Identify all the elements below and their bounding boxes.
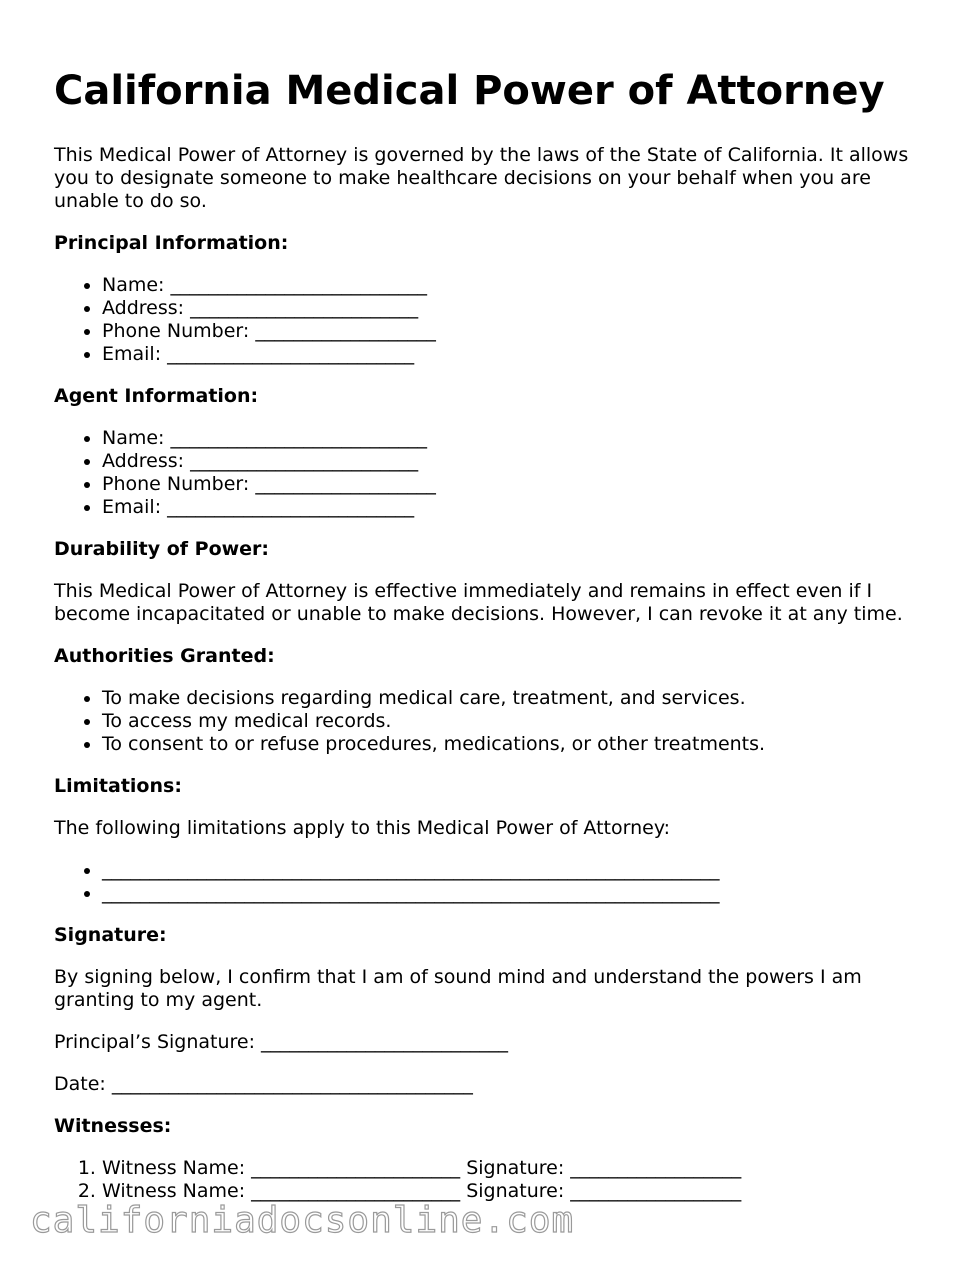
limitation-blank-line: • _________________________________________________________________ (102, 859, 934, 882)
principal-phone-field: • Phone Number: ___________________ (102, 320, 934, 343)
page-title: California Medical Power of Attorney (54, 68, 885, 114)
limitations-list (54, 859, 934, 905)
authority-item: • To make decisions regarding medical care, treatment, and services. (102, 687, 934, 710)
signature-paragraph: By signing below, I confirm that I am of sound mind and understand the powers I am granting to my agent. (54, 966, 862, 1011)
durability-paragraph: This Medical Power of Attorney is effective immediately and remains in effect even if I become incapacitated or unable to make decisions. However, I can revoke it at any time. (54, 580, 903, 625)
witness-line: 2. Witness Name: ______________________ Signature: __________________ (102, 1180, 934, 1203)
agent-email-field: • Email: __________________________ (102, 496, 934, 519)
agent-heading: Agent Information: (54, 385, 259, 407)
agent-fields (54, 427, 934, 519)
authorities-list (54, 687, 934, 756)
date-line: Date: ______________________________________ (54, 1073, 473, 1095)
authority-item: • To access my medical records. (102, 710, 934, 733)
authority-item: • To consent to or refuse procedures, medications, or other treatments. (102, 733, 934, 756)
witnesses-heading: Witnesses: (54, 1115, 172, 1137)
document-page (54, 62, 934, 1222)
witness-line: 1. Witness Name: ______________________ Signature: __________________ (102, 1157, 934, 1180)
agent-address-field: • Address: ________________________ (102, 450, 934, 473)
limitations-paragraph: The following limitations apply to this Medical Power of Attorney: (54, 817, 671, 839)
limitations-heading: Limitations: (54, 775, 182, 797)
principal-signature-line: Principal’s Signature: __________________________ (54, 1031, 509, 1053)
authorities-heading: Authorities Granted: (54, 645, 275, 667)
durability-heading: Durability of Power: (54, 538, 270, 560)
principal-address-field: • Address: ________________________ (102, 297, 934, 320)
limitation-blank-line: • _________________________________________________________________ (102, 882, 934, 905)
witnesses-list (54, 1157, 934, 1203)
agent-name-field: • Name: ___________________________ (102, 427, 934, 450)
site-watermark: californiadocsonline.com (30, 1200, 575, 1241)
signature-heading: Signature: (54, 924, 167, 946)
agent-phone-field: • Phone Number: ___________________ (102, 473, 934, 496)
principal-fields (54, 274, 934, 366)
principal-email-field: • Email: __________________________ (102, 343, 934, 366)
principal-name-field: • Name: ___________________________ (102, 274, 934, 297)
principal-heading: Principal Information: (54, 232, 289, 254)
intro-paragraph: This Medical Power of Attorney is governed by the laws of the State of California. It allows you to designate someone to make healthcare decisions on your behalf when you are unable to do so. (54, 144, 909, 212)
